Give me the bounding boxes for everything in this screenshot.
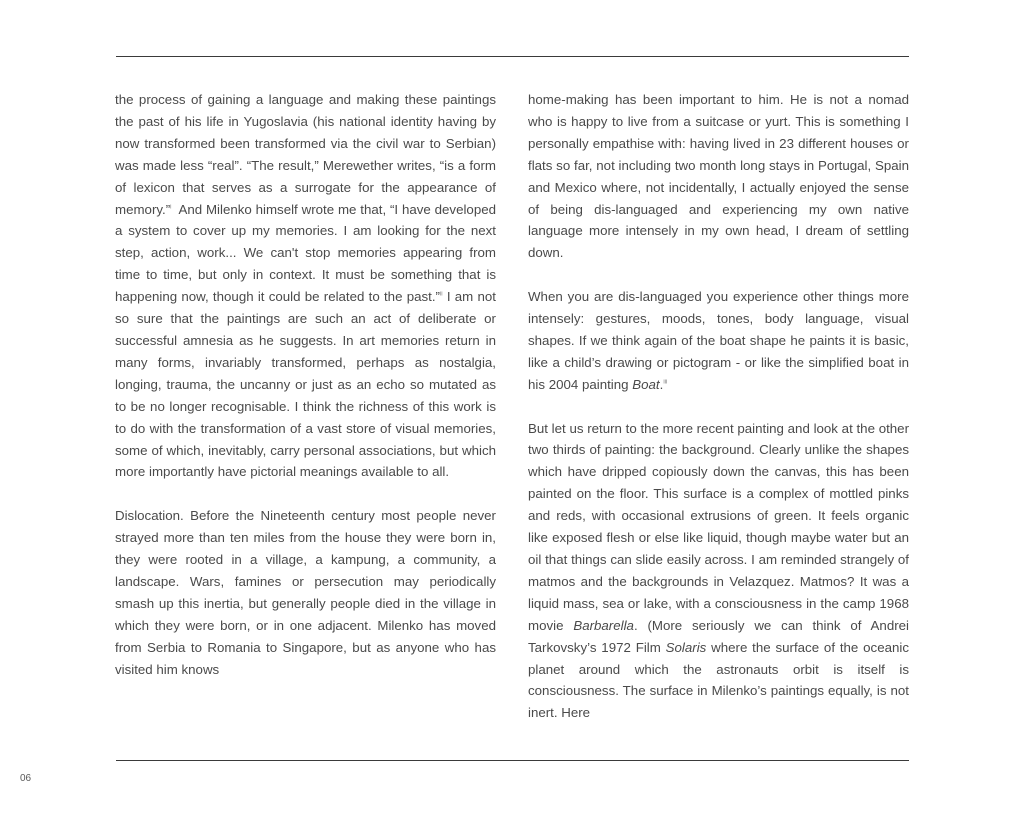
top-rule	[116, 56, 909, 57]
right-text-column	[528, 89, 909, 724]
right-paragraph-1: home-making has been important to him. He is not a nomad who is happy to live from a suitcase or yurt. This is something I personally empathise with: having lived in 23 different houses or flats so far, not including two month long stays in Portugal, Spain and Mexico where, not incidentally, I actually enjoyed the sense of being dis-languaged and experiencing my own native language more intensely in my own head, I dream of settling down.	[528, 92, 909, 261]
left-text-column	[115, 89, 496, 680]
film-title: Barbarella	[573, 617, 634, 633]
film-title: Solaris	[665, 639, 707, 655]
left-paragraph-2: Dislocation. Before the Nineteenth century most people never strayed more than ten miles from the house they were born in, they were rooted in a village, a kampung, a community, a landscape. Wars, famines or persecution may periodically smash up this inertia, but generally people died in the village in which they were born, or in one adjacent. Milenko has moved from Serbia to Romania to Singapore, but as anyone who has visited him knows	[115, 508, 496, 677]
bottom-rule	[116, 760, 909, 761]
page-number: 06	[20, 773, 32, 784]
footnote-marker[interactable]: i	[170, 204, 172, 211]
right-paragraph-2: When you are dis-languaged you experience other things more intensely: gestures, moods, tones, body language, visual shapes. If we think again of the boat shape he paints it is basic, like a child’s drawing or pictogram - or like the simplified boat in his 2004 painting Boat.$^{iii}$	[528, 289, 909, 392]
footnote-marker[interactable]: iii	[663, 379, 668, 386]
footnote-marker[interactable]: ii	[439, 291, 443, 298]
right-paragraph-3: But let us return to the more recent painting and look at the other two thirds of painting: the background. Clearly unlike the shapes which have dripped copiously down the canvas, this has been painted on the floor. This surface is a complex of mottled pinks and reds, with occasional extrusions of green. It feels organic like exposed flesh or else like liquid, though maybe water but an oil that things can slide easily across. I am reminded strangely of matmos and the backgrounds in Velazquez. Matmos? It was a liquid mass, sea or lake, with a consciousness in the camp 1968 movie Barbarella. (More seriously we can think of Andrei Tarkovsky’s 1972 Film Solaris where the surface of the oceanic planet around which the astronauts orbit is itself is consciousness. The surface in Milenko’s paintings equally, is not inert. Here	[528, 420, 909, 721]
left-paragraph-1: the process of gaining a language and making these paintings the past of his life in Yugoslavia (his national identity having by now transformed been transformed via the civil war to Serbian) was made less “real”. “The result,” Merewether writes, “is a form of lexicon that serves as a surrogate for the appearance of memory.”$^i$ And Milenko himself wrote me that, “I have developed a system to cover up my memories. I am looking for the next step, action, work... We can't stop memories appearing from time to time, but only in context. It must be something that is happening now, though it could be related to the past.”$^{ii}$ I am not so sure that the paintings are such an act of deliberate or successful amnesia as he suggests. In art memories return in many forms, invariably transformed, perhaps as nostalgia, longing, trauma, the uncanny or just as an echo so mutated as to be no longer recognisable. I think the richness of this work is to do with the transformation of a vast store of visual memories, some of which, inevitably, carry personal associations, but which more importantly have pictorial meanings available to all.	[115, 92, 497, 480]
artwork-title: Boat	[632, 376, 660, 392]
